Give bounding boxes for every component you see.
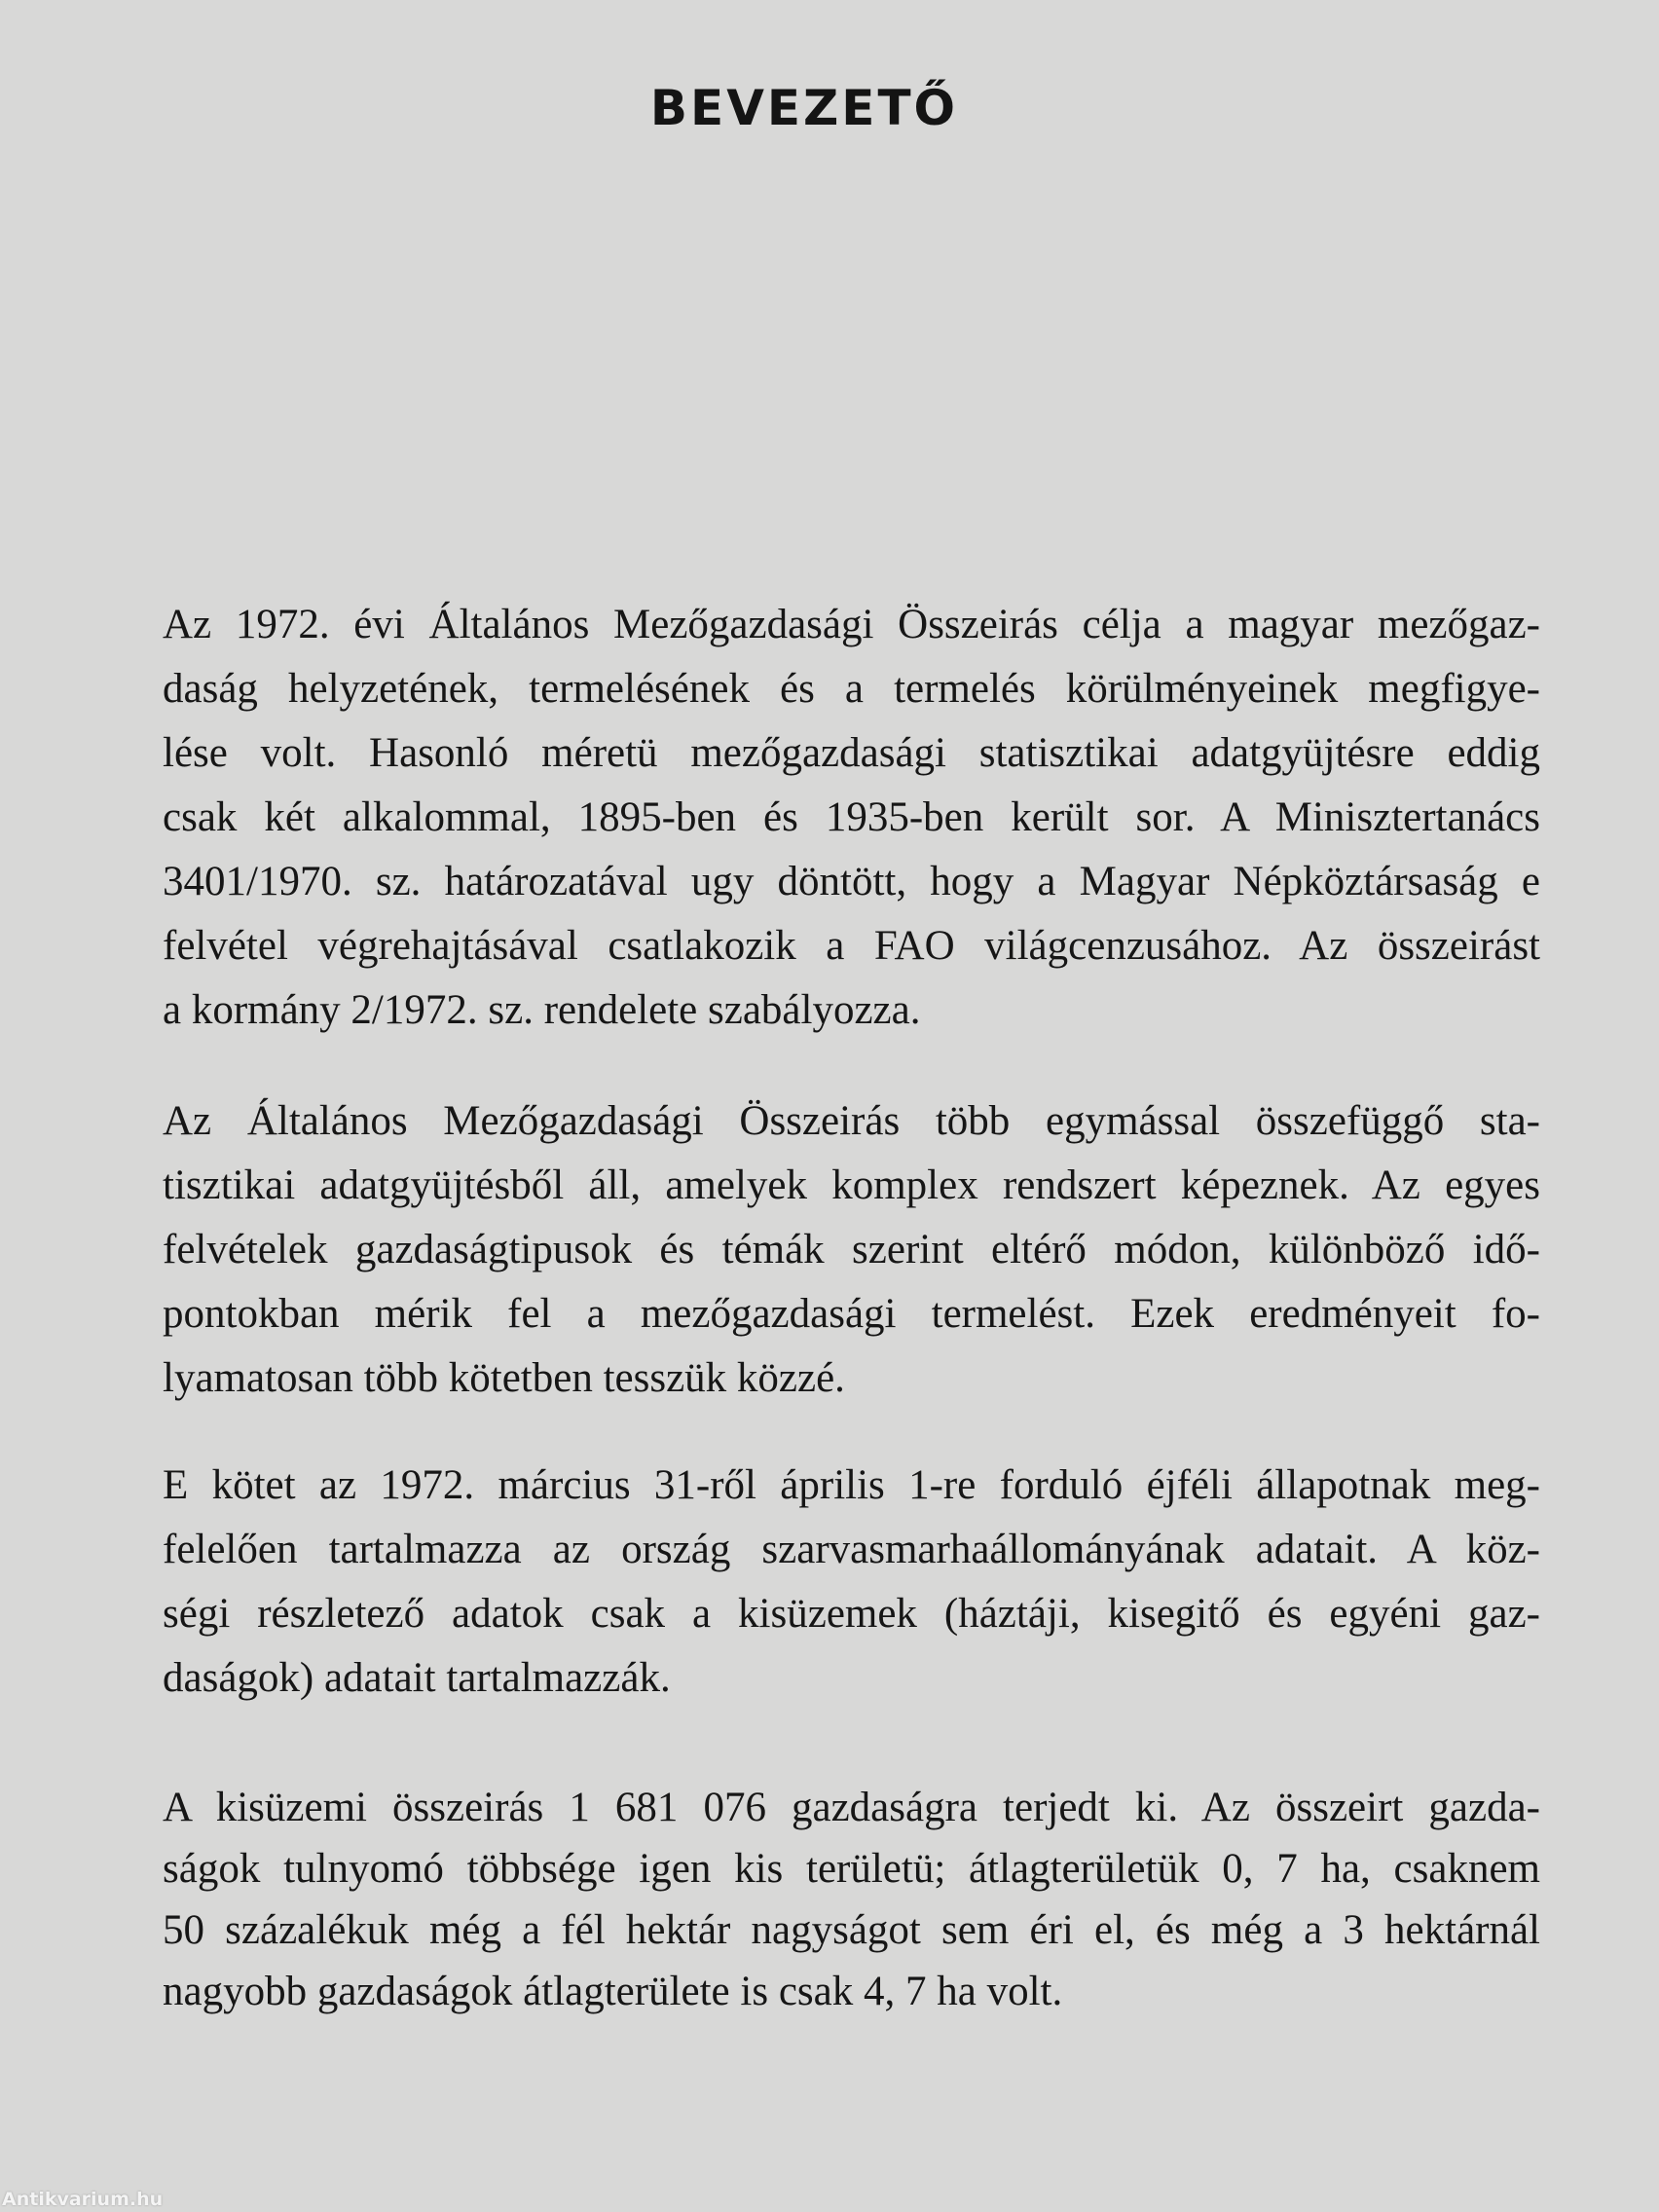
- text-line: csak két alkalommal, 1895-ben és 1935-ben került sor. A Minisztertanács: [163, 794, 1540, 840]
- text-line: felvételek gazdaságtipusok és témák szerint eltérő módon, különböző idő-: [163, 1227, 1540, 1272]
- text-line: pontokban mérik fel a mezőgazdasági termelést. Ezek eredményeit fo-: [163, 1291, 1540, 1337]
- text-line: ságok tulnyomó többsége igen kis területü; átlagterületük 0, 7 ha, csaknem: [163, 1846, 1540, 1892]
- text-line: a kormány 2/1972. sz. rendelete szabályozza.: [163, 987, 921, 1033]
- text-line: daságok) adatait tartalmazzák.: [163, 1655, 671, 1701]
- paragraph-1: [163, 593, 1540, 1043]
- text-line: lése volt. Hasonló méretü mezőgazdasági statisztikai adatgyüjtésre eddig: [163, 730, 1540, 776]
- text-line: felvétel végrehajtásával csatlakozik a FAO világcenzusához. Az összeirást: [163, 923, 1540, 969]
- text-line: ségi részletező adatok csak a kisüzemek (háztáji, kisegitő és egyéni gaz-: [163, 1591, 1540, 1637]
- text-line: 50 százalékuk még a fél hektár nagyságot sem éri el, és még a 3 hektárnál: [163, 1907, 1540, 1953]
- text-line: A kisüzemi összeirás 1 681 076 gazdaságra terjedt ki. Az összeirt gazda-: [163, 1785, 1540, 1830]
- watermark: Antikvarium.hu: [2, 2189, 164, 2210]
- text-line: lyamatosan több kötetben tesszük közzé.: [163, 1355, 845, 1401]
- paragraph-4: [163, 1777, 1540, 2022]
- text-line: 3401/1970. sz. határozatával ugy döntött, hogy a Magyar Népköztársaság e: [163, 859, 1540, 904]
- paragraph-2: [163, 1089, 1540, 1411]
- page-title: BEVEZETŐ: [649, 80, 959, 136]
- text-line: nagyobb gazdaságok átlagterülete is csak 4, 7 ha volt.: [163, 1969, 1063, 2014]
- text-line: daság helyzetének, termelésének és a termelés körülményeinek megfigye-: [163, 666, 1540, 712]
- paragraph-3: [163, 1454, 1540, 1711]
- text-line: E kötet az 1972. március 31-ről április 1-re forduló éjféli állapotnak meg-: [163, 1462, 1540, 1508]
- text-line: Az 1972. évi Általános Mezőgazdasági Összeirás célja a magyar mezőgaz-: [163, 602, 1540, 647]
- text-line: tisztikai adatgyüjtésből áll, amelyek komplex rendszert képeznek. Az egyes: [163, 1162, 1540, 1208]
- text-line: Az Általános Mezőgazdasági Összeirás több egymással összefüggő sta-: [163, 1098, 1540, 1144]
- text-line: felelően tartalmazza az ország szarvasmarhaállományának adatait. A köz-: [163, 1527, 1540, 1572]
